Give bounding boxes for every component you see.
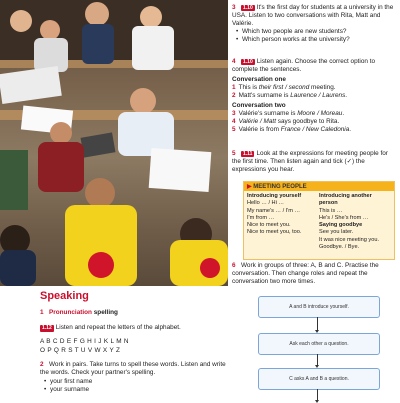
- bullet-item: • Which person works at the university?: [232, 36, 398, 44]
- bullet-item: • your surname: [40, 386, 230, 394]
- exercise-number: 5: [232, 150, 236, 157]
- exercise-text: Listen again. Choose the correct option to complete the sentences.: [232, 58, 376, 73]
- exercise-6: [232, 262, 398, 286]
- audio-track-badge[interactable]: 1.12: [42, 325, 52, 331]
- sentence-item: 1 This is their first / second meeting.: [232, 84, 336, 91]
- introducing-yourself-column: Introducing yourself Hello … / Hi … My name's … / I'm … I'm from … Nice to meet you. Nice to meet you, too.: [247, 193, 302, 236]
- exercise-number: 6: [232, 262, 236, 269]
- exercise-text: Look at the expressions for meeting people for the first time. Then listen again and tick (✓) the expressions you hear.: [232, 150, 388, 173]
- flow-arrow: [317, 317, 318, 330]
- conversation-heading: Conversation one: [232, 76, 286, 83]
- exercise-text: It's the first day for students at a university in the USA. Listen to two conversations with Rita, Matt and Valérie.: [232, 4, 394, 27]
- sentence-item: 4 Valérie / Matt says goodbye to Rita.: [232, 118, 340, 125]
- box-title: ▶ MEETING PEOPLE: [244, 182, 394, 191]
- exercise-number: 4: [232, 58, 236, 65]
- listen-repeat: 1.12 Listen and repeat the letters of the alphabet.: [42, 324, 181, 331]
- flow-step: C asks A and B a question.: [258, 368, 380, 390]
- audio-track-badge[interactable]: 1.11: [243, 151, 253, 157]
- bullet-item: • Which two people are new students?: [232, 28, 398, 36]
- sentence-item: 2 Matt's surname is Laurence / Laurens.: [232, 92, 348, 99]
- exercise-3: [232, 4, 398, 44]
- sentence-item: 3 Valérie's surname is Moore / Moreau.: [232, 110, 345, 117]
- flow-arrow: [317, 389, 318, 400]
- flow-step: Ask each other a question.: [258, 333, 380, 355]
- exercise-2: 2 Work in pairs. Take turns to spell these words. Listen and write the words. Check your partner's spelling. • your first name • your surname: [40, 361, 230, 394]
- introducing-another-column: Introducing another person This is … He's / She's from … Saying goodbye See you later. It was nice meeting you. Goodbye. / Bye.: [319, 193, 380, 250]
- meeting-people-box: [243, 181, 395, 260]
- audio-track-badge[interactable]: 1.10: [243, 59, 253, 65]
- audio-track-badge[interactable]: 1.10: [243, 5, 253, 11]
- section-title: Speaking: [40, 290, 89, 302]
- exercise-4: [232, 58, 398, 134]
- flow-step: A and B introduce yourself.: [258, 296, 380, 318]
- classroom-photo: [0, 0, 228, 286]
- exercise-number: 3: [232, 4, 236, 11]
- bullet-item: • your first name: [40, 378, 230, 386]
- sentence-item: 5 Valérie is from France / New Caledonia.: [232, 126, 352, 133]
- conversation-heading: Conversation two: [232, 102, 286, 109]
- pronunciation-exercise: 1 Pronunciation spelling: [40, 309, 118, 316]
- exercise-text: Work in groups of three: A, B and C. Practise the conversation. Then change roles and repeat the conversation two more times.: [232, 262, 379, 285]
- alphabet-line: O P Q R S T U V W X Y Z: [40, 347, 121, 354]
- alphabet-line: A B C D E F G H I J K L M N: [40, 338, 129, 345]
- exercise-5: [232, 150, 398, 174]
- flow-arrow: [317, 354, 318, 365]
